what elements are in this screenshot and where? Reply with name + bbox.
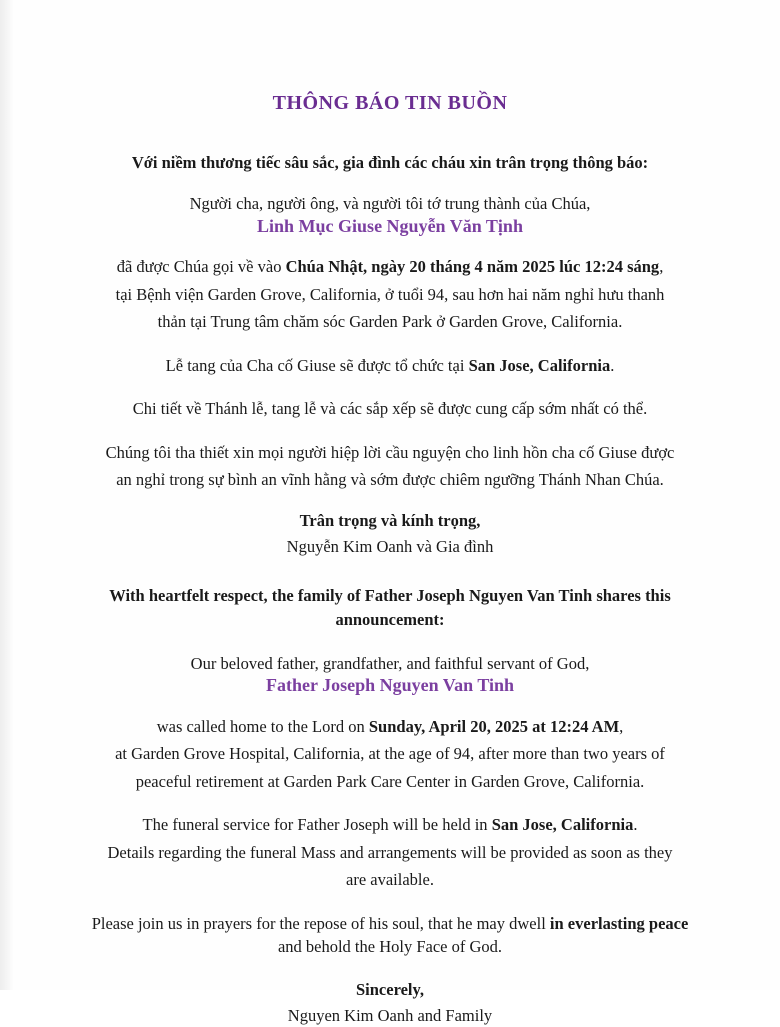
english-prayer-line	[82, 912, 698, 959]
vietnamese-called-home-prefix: đã được Chúa gọi về vào	[116, 257, 286, 277]
english-prayer-emphasis: in everlasting peace	[549, 913, 689, 933]
english-place-line-2: peaceful retirement at Garden Park Care Center in Garden Grove, California.	[135, 771, 645, 791]
english-place-line-1: at Garden Grove Hospital, California, at the age of 94, after more than two years of	[115, 744, 665, 764]
english-section	[82, 584, 698, 1027]
vietnamese-sign-off: Trân trọng và kính trọng,	[299, 511, 481, 531]
english-intro: Our beloved father, grandfather, and faithful servant of God,	[190, 654, 590, 674]
vietnamese-deceased-name: Linh Mục Giuse Nguyễn Văn Tịnh	[257, 215, 523, 236]
vietnamese-funeral-location: San Jose, California	[468, 355, 611, 375]
vietnamese-called-home-line	[82, 255, 698, 278]
english-called-home-prefix: was called home to the Lord on	[156, 717, 369, 736]
english-sign-name: Nguyen Kim Oanh and Family	[287, 1005, 493, 1025]
english-called-home-date: Sunday, April 20, 2025 at 12:24 AM	[368, 717, 620, 736]
vietnamese-called-home-suffix: ,	[659, 257, 664, 277]
english-funeral-suffix: .	[633, 815, 638, 835]
page-title: THÔNG BÁO TIN BUỒN	[272, 92, 508, 114]
vietnamese-sign-name: Nguyễn Kim Oanh và Gia đình	[286, 536, 494, 556]
vietnamese-prayer-line-1: Chúng tôi tha thiết xin mọi người hiệp lời cầu nguyện cho linh hồn cha cố Giuse được	[105, 442, 675, 462]
vietnamese-details-line: Chi tiết về Thánh lễ, tang lễ và các sắp xếp sẽ được cung cấp sớm nhất có thể.	[132, 399, 648, 419]
vietnamese-intro: Người cha, người ông, và người tôi tớ trung thành của Chúa,	[189, 194, 591, 214]
vietnamese-funeral-line	[82, 354, 698, 377]
vietnamese-called-home-date: Chúa Nhật, ngày 20 tháng 4 năm 2025 lúc 12:24 sáng	[285, 257, 660, 277]
vietnamese-section	[82, 151, 698, 558]
vietnamese-funeral-prefix: Lễ tang của Cha cố Giuse sẽ được tổ chức tại	[165, 355, 469, 375]
english-lead: With heartfelt respect, the family of Father Joseph Nguyen Van Tinh shares this announcement:	[109, 586, 671, 630]
vietnamese-deceased-name-line	[82, 214, 698, 240]
vietnamese-place-line-1: tại Bệnh viện Garden Grove, California, ở tuổi 94, sau hơn hai năm nghỉ hưu thanh	[115, 284, 665, 304]
english-called-home-line	[82, 715, 698, 738]
english-deceased-name-line	[82, 673, 698, 699]
english-prayer-prefix: Please join us in prayers for the repose of his soul, that he may dwell	[91, 913, 550, 933]
english-deceased-name: Father Joseph Nguyen Van Tinh	[265, 675, 515, 696]
vietnamese-lead: Với niềm thương tiếc sâu sắc, gia đình các cháu xin trân trọng thông báo:	[131, 153, 649, 172]
english-details-line-2: are available.	[346, 870, 434, 890]
vietnamese-place-line-2: thản tại Trung tâm chăm sóc Garden Park ở Garden Grove, California.	[157, 312, 623, 332]
english-funeral-prefix: The funeral service for Father Joseph will be held in	[142, 815, 492, 835]
english-funeral-line	[82, 813, 698, 836]
english-prayer-suffix: and behold the Holy Face of God.	[277, 936, 503, 956]
vietnamese-prayer-line-2: an nghỉ trong sự bình an vĩnh hằng và sớm được chiêm ngưỡng Thánh Nhan Chúa.	[116, 469, 664, 489]
english-sign-off: Sincerely,	[356, 980, 424, 1000]
english-called-home-suffix: ,	[619, 717, 624, 736]
english-details-line-1: Details regarding the funeral Mass and arrangements will be provided as soon as they	[107, 842, 673, 862]
vietnamese-funeral-suffix: .	[610, 355, 615, 375]
english-funeral-location: San Jose, California	[491, 815, 634, 835]
